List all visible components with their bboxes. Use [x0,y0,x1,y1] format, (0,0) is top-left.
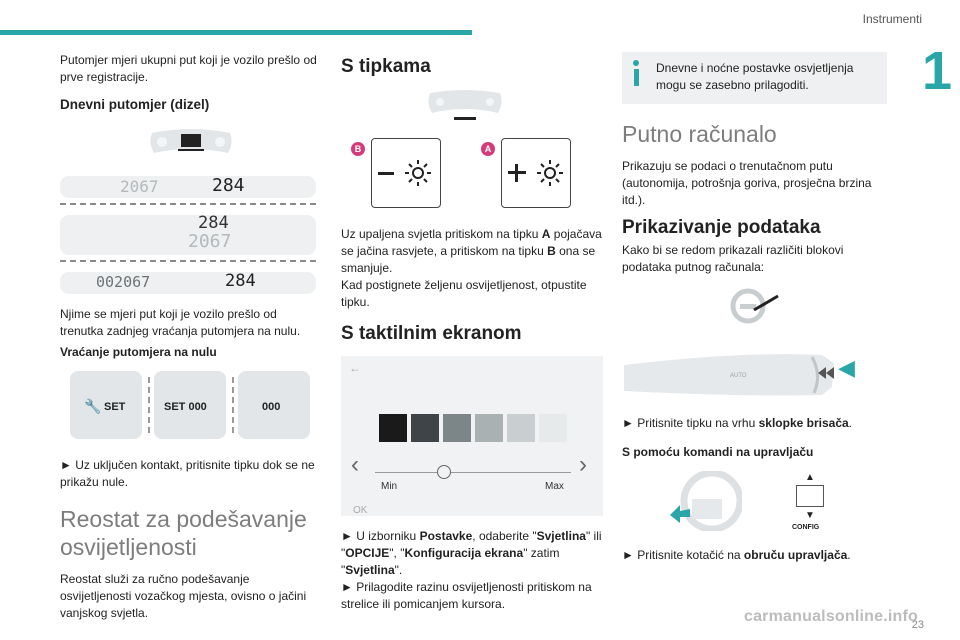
color-swatches [379,414,575,442]
brightness-slider-track[interactable] [375,472,571,473]
brightness-increase-button[interactable] [501,138,571,208]
wiper-stalk-illustration [622,335,872,405]
rheostat-text: Reostat služi za ručno podešavanje osvijetljenosti vozačkog mjesta, ovisno o jačini vanjskog svjetla. [60,572,307,620]
display-data-text: Kako bi se redom prikazali različiti blokovi podataka putnog računala: [622,243,844,274]
page-number: 23 [911,619,924,631]
wheel-controls-illustration [622,471,887,531]
sun-icon [536,159,564,187]
buttons-heading: S tipkama [341,56,431,77]
touchscreen-instruction: ► U izborniku Postavke, odaberite "Svjetlina" ili "OPCIJE", "Konfiguracija ekrana" zatim "Svjetlina". ► Prilagodite razinu osvijetljenosti pritiskom na strelice ili pomicanjem kursora. [341,529,602,611]
reset-button-sequence [70,371,322,443]
plus-icon [508,164,526,182]
swatch [411,414,439,442]
swatch [443,414,471,442]
odometer-intro: Putomjer mjeri ukupni put koji je vozilo prešlo od prve registracije. [60,53,317,84]
trip-computer-text: Prikazuju se podaci o trenutačnom putu (autonomija, potrošnja goriva, prosječna brzina itd.). [622,159,872,207]
slider-max-label: Max [545,481,564,492]
odometer-display-sequence [60,176,316,294]
stalk-instruction: ► Pritisnite tipku na vrhu sklopke brisača. [622,416,853,430]
trip-heading: Dnevni putomjer (dizel) [60,97,210,112]
display-total: 002067 [96,273,151,291]
slider-min-label: Min [381,481,398,492]
sun-icon [404,159,432,187]
slider-right-arrow[interactable]: › [579,451,587,478]
set-000-label: SET 000 [164,401,207,413]
brightness-buttons [341,138,603,214]
badge-a: A [481,142,495,156]
reset-step [238,371,310,439]
minus-icon [378,172,394,175]
touchscreen-panel [341,356,603,516]
trip-description: Njime se mjeri put koji je vozilo prešlo od trenutka zadnjeg vraćanja putomjera na nulu. [60,307,301,338]
wrench-icon: 🔧 [84,398,102,414]
instrument-cluster-icon [426,89,603,128]
config-label: CONFIG [792,524,820,531]
brightness-decrease-button[interactable] [371,138,441,208]
back-arrow-icon[interactable]: ← [349,361,361,375]
swatch [379,414,407,442]
wheel-instruction: ► Pritisnite kotačić na obruču upravljača. [622,548,851,562]
info-icon [632,60,640,86]
wheel-heading: S pomoću komandi na upravljaču [622,445,814,459]
rheostat-heading: Reostat za podešavanje osvijetljenosti [60,506,307,560]
press-arrow-icon: ◀ [838,355,855,380]
reset-heading: Vraćanje putomjera na nulu [60,345,217,359]
swatch [539,414,567,442]
svg-text:AUTO: AUTO [730,373,747,379]
info-note-text: Dnevne i noćne postavke osvjetljenja mogu se zasebno prilagoditi. [656,61,854,92]
swatch [475,414,503,442]
display-total: 2067 [188,231,232,252]
brightness-slider-thumb[interactable] [437,465,451,479]
reset-instruction: ► Uz uključen kontakt, pritisnite tipku dok se ne prikažu nule. [60,458,315,489]
slider-left-arrow[interactable]: ‹ [351,451,359,478]
chapter-number: 1 [921,41,952,101]
column-left [60,52,322,626]
info-note [622,52,887,104]
reset-step [154,371,226,439]
arrow-up-icon: ▲ [805,472,815,483]
steering-wheel-icon [730,286,887,331]
zero-label: 000 [262,401,281,413]
badge-b: B [351,142,365,156]
config-wheel-control[interactable] [792,471,828,531]
display-trip: 284 [198,213,229,233]
trip-computer-heading: Putno računalo [622,121,777,147]
arrow-down-icon: ▼ [805,510,815,521]
column-right [622,52,887,568]
touchscreen-heading: S taktilnim ekranom [341,323,522,344]
chapter-title: Instrumenti [862,12,922,26]
display-row [60,176,316,198]
display-row [60,215,316,255]
display-data-heading: Prikazivanje podataka [622,217,821,238]
display-row [60,272,316,294]
buttons-text: Uz upaljena svjetla pritiskom na tipku A pojačava se jačina rasvjete, a pritiskom na tipku B ona se smanjuje. Kad postignete željenu osvijetljenost, otpustite tipku. [341,227,602,309]
display-total: 2067 [120,177,159,196]
display-trip: 284 [225,271,256,291]
instrument-cluster-icon [148,127,322,164]
header-accent-bar [0,30,472,35]
display-trip: 284 [212,175,245,196]
steering-wheel-detail [662,471,742,531]
swatch [507,414,535,442]
set-label: SET [104,401,126,413]
reset-step [70,371,142,439]
watermark: carmanualsonline.info [743,608,918,625]
column-middle [341,52,603,617]
ok-button[interactable]: OK [353,505,368,516]
